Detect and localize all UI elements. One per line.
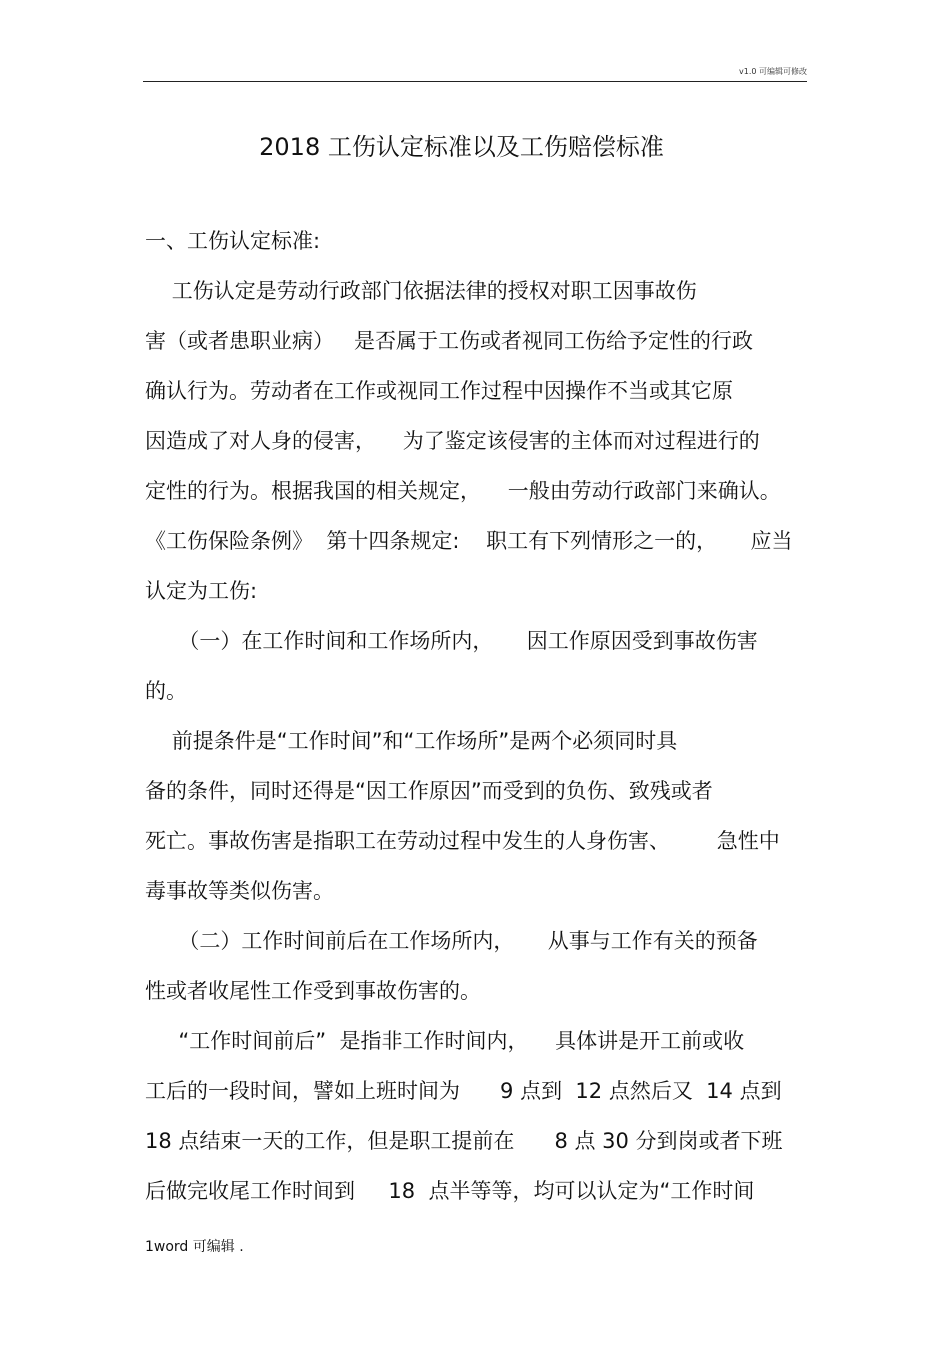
body-line: 后做完收尾工作时间到 18 点半等等，均可以认定为“工作时间 bbox=[145, 1179, 755, 1203]
body-line: 工后的一段时间，譬如上班时间为 9 点到 12 点然后又 14 点到 bbox=[145, 1079, 782, 1103]
body-line: 因造成了对人身的侵害， 为了鉴定该侵害的主体而对过程进行的 bbox=[145, 429, 760, 453]
body-line: 18 点结束一天的工作，但是职工提前在 8 点 30 分到岗或者下班 bbox=[145, 1129, 783, 1153]
body-line: 性或者收尾性工作受到事故伤害的。 bbox=[145, 979, 481, 1003]
body-line: 前提条件是“工作时间”和“工作场所”是两个必须同时具 bbox=[145, 729, 678, 753]
body-line: （二）工作时间前后在工作场所内， 从事与工作有关的预备 bbox=[145, 929, 758, 953]
footer-page-note: 1word 可编辑 . bbox=[145, 1239, 244, 1255]
document-title: 2018 工伤认定标准以及工伤赔偿标准 bbox=[259, 133, 664, 161]
body-line: 一、工伤认定标准: bbox=[145, 229, 321, 253]
header-divider bbox=[143, 81, 807, 82]
body-line: 毒事故等类似伤害。 bbox=[145, 879, 334, 903]
body-line: 死亡。事故伤害是指职工在劳动过程中发生的人身伤害、 急性中 bbox=[145, 829, 780, 853]
body-line: 定性的行为。根据我国的相关规定， 一般由劳动行政部门来确认。 bbox=[145, 479, 781, 503]
body-line: 工伤认定是劳动行政部门依据法律的授权对职工因事故伤 bbox=[145, 279, 697, 303]
body-line: 的。 bbox=[145, 679, 187, 703]
body-line: 《工伤保险条例》 第十四条规定: 职工有下列情形之一的， 应当 bbox=[145, 529, 793, 553]
body-line: （一）在工作时间和工作场所内， 因工作原因受到事故伤害 bbox=[145, 629, 758, 653]
body-line: 确认行为。劳动者在工作或视同工作过程中因操作不当或其它原 bbox=[145, 379, 733, 403]
body-line: 备的条件，同时还得是“因工作原因”而受到的负伤、致残或者 bbox=[145, 779, 713, 803]
body-line: 认定为工伤: bbox=[145, 579, 258, 603]
body-line: “工作时间前后” 是指非工作时间内， 具体讲是开工前或收 bbox=[145, 1029, 745, 1053]
header-version-note: v1.0 可编辑可修改 bbox=[739, 67, 807, 76]
body-line: 害（或者患职业病） 是否属于工伤或者视同工伤给予定性的行政 bbox=[145, 329, 754, 353]
